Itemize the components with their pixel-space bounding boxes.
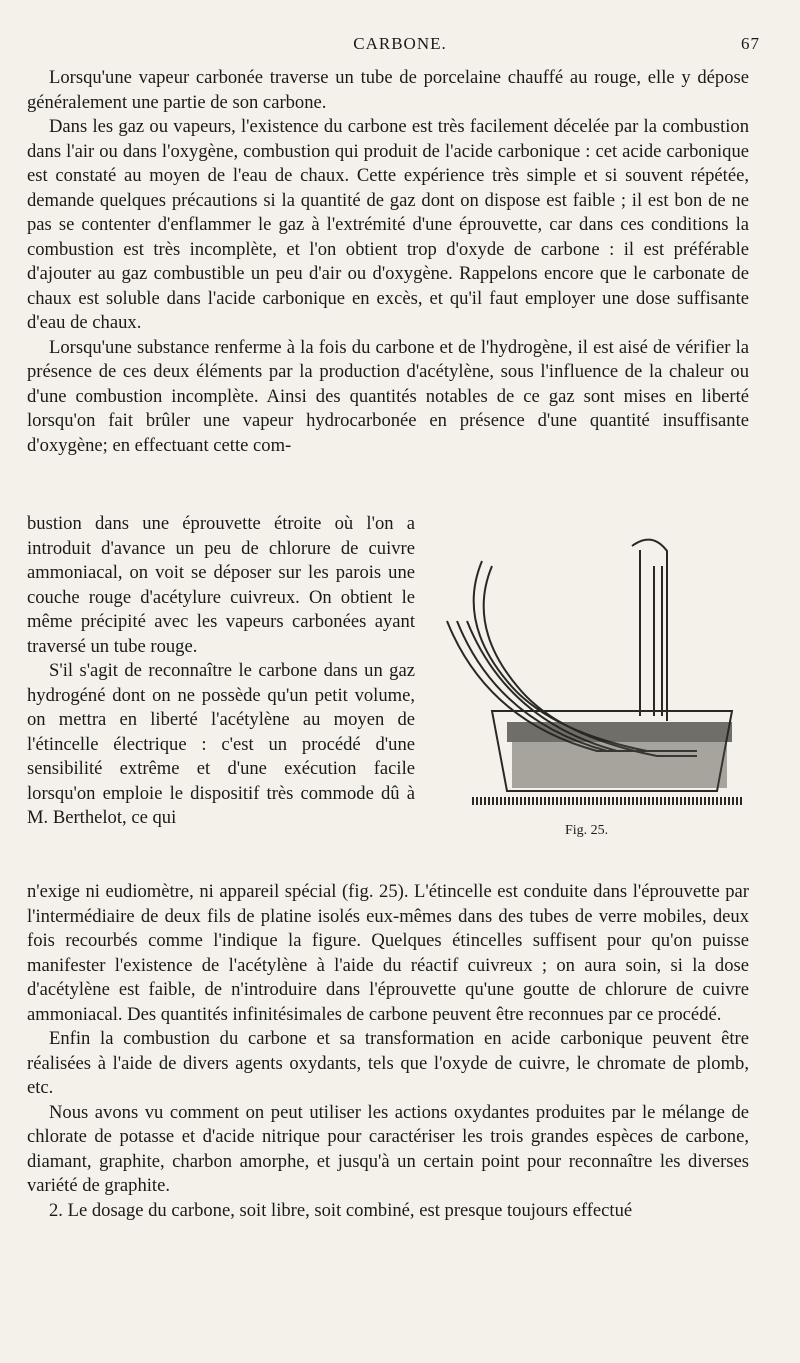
paragraph: Lorsqu'une substance renferme à la fois du carbone et de l'hydrogène, il est aisé de vérifier la présence de ces deux éléments par la production d'acétylène, sous l'influence de la chaleur ou d'une combustion incomplète. Ainsi des quantités notables de ce gaz sont mises en liberté lorsqu'on fait brûler une vapeur hydrocarbonée en présence d'une quantité insuffisante d'oxygène; en effectuant cette com- [27,336,749,456]
paragraph: Dans les gaz ou vapeurs, l'existence du carbone est très facilement décelée par la combustion dans l'air ou dans l'oxygène, combustion qui produit de l'acide carbonique : cet acide carbonique est constaté au moyen de l'eau de chaux. Cette expérience très simple et si souvent répétée, demande quelques précautions si la quantité de gaz dont on dispose est faible ; il est bon de ne pas se contenter d'enflammer le gaz à l'extrémité d'une éprouvette, car dans ces conditions la combustion est très incomplète, et l'on obtient trop d'oxyde de carbone : il est préférable d'ajouter au gaz combustible un peu d'air ou d'oxygène. Rappelons encore que le carbonate de chaux est soluble dans l'acide carbonique en excès, et qu'il faut employer une dose suffisante d'eau de chaux. [27,116,749,333]
apparatus-illustration [432,526,752,816]
paragraph: Nous avons vu comment on peut utiliser les actions oxydantes produites par le mélange de chlorate de potasse et d'acide nitrique pour caractériser les trois grandes espèces de carbone, diamant, graphite, charbon amorphe, et jusqu'à un certain point pour reconnaître les diverses variété de graphite. [27,1101,749,1196]
paragraph: Lorsqu'une vapeur carbonée traverse un tube de porcelaine chauffé au rouge, elle y dépose généralement une partie de son carbone. [27,67,749,113]
figure-25 [432,526,752,856]
running-title: CARBONE. [353,34,447,53]
paragraph: Enfin la combustion du carbone et sa transformation en acide carbonique peuvent être réalisées à l'aide de divers agents oxydants, tels que l'oxyde de cuivre, le chromate de plomb, etc. [27,1028,749,1098]
paragraph: 2. Le dosage du carbone, soit libre, soit combiné, est presque toujours effectué [49,1199,633,1221]
paragraph-continuation: bustion dans une éprouvette étroite où l'on a introduit d'avance un peu de chlorure de cuivre ammoniacal, on voit se déposer sur les parois une couche rouge d'acétylure cuivreux. On obtient le même précipité avec les vapeurs carbonées ayant traversé un tube rouge. [27,513,415,657]
figure-caption: Fig. 25. [565,823,609,838]
paragraph-continuation: n'exige ni eudiomètre, ni appareil spécial (fig. 25). L'étincelle est conduite dans l'éprouvette par l'intermédiaire de deux fils de platine isolés eux-mêmes dans des tubes de verre mobiles, deux fois recourbés comme l'indique la figure. Quelques étincelles suffisent pour qu'on puisse manifester l'existence de l'acétylène à l'aide du réactif cuivreux ; on aura soin, si la dose d'acétylène est faible, de n'introduire dans l'éprouvette qu'une goutte de chlorure de cuivre ammoniacal. Des quantités infinitésimales de carbone peuvent être reconnues par ce procédé. [27,881,749,1025]
page-number: 67 [741,34,760,53]
body-text-bottom [27,880,749,1223]
running-header [40,34,760,58]
body-text-top [27,66,749,458]
paragraph: S'il s'agit de reconnaître le carbone dans un gaz hydrogéné dont on ne possède qu'un petit volume, on mettra en liberté l'acétylène au moyen de l'étincelle électrique : c'est un procédé d'une sensibilité extrême et d'une exécution facile lorsqu'on emploie le dispositif très commode dû à M. Berthelot, ce qui [27,660,415,828]
body-text-beside-figure [27,512,415,831]
